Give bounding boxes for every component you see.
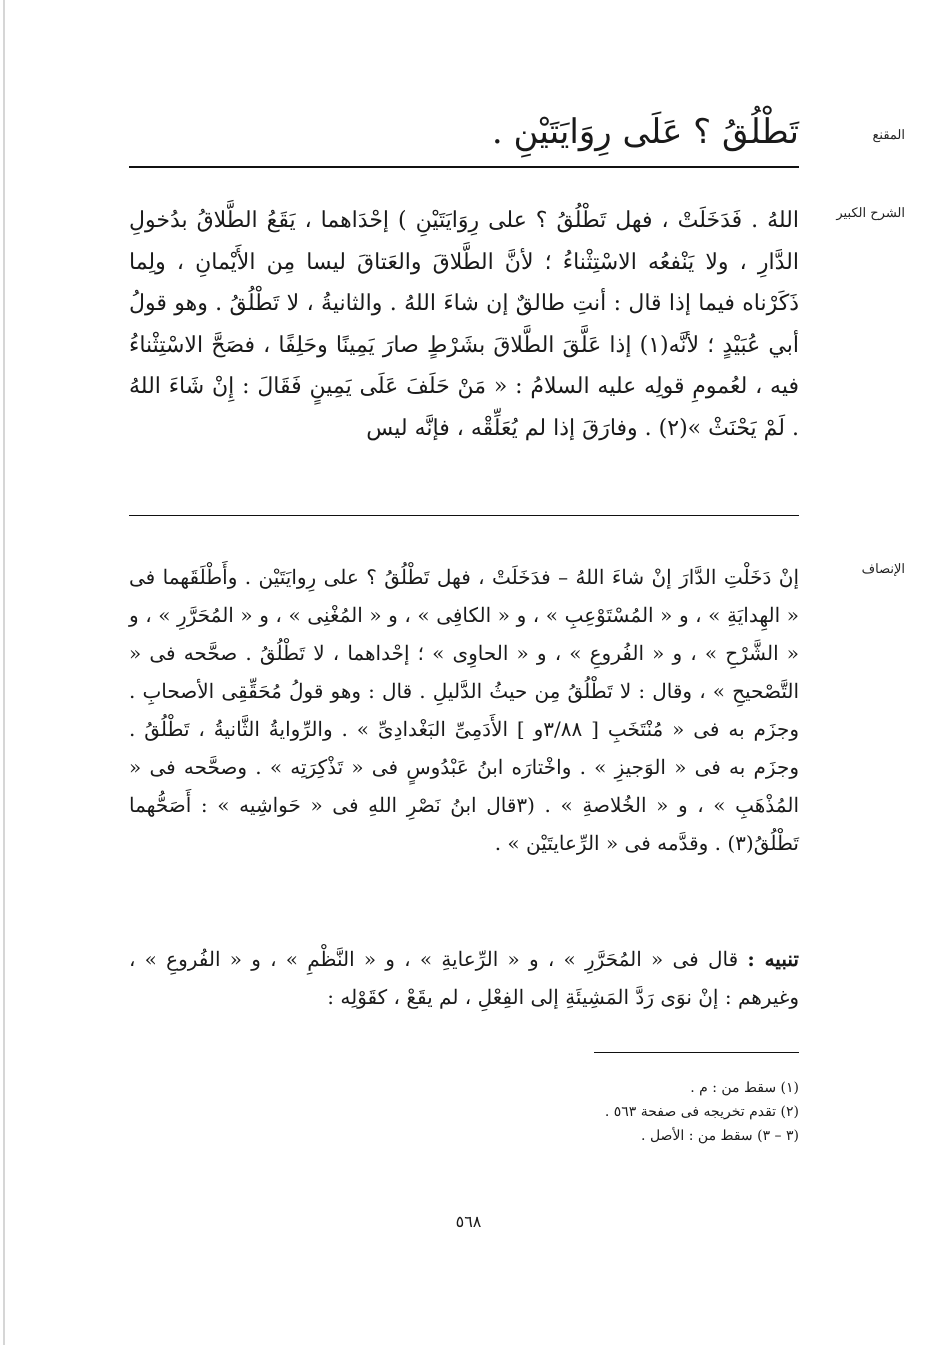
sharh-paragraph: اللهُ . فَدَخَلَتْ ، فهل تَطْلُقُ ؟ على رِوَايَتَيْنِ ) إحْدَاهما ، يَقَعُ الطَّلاقُ بدُخولِ الدَّارِ ، ولا يَنْفعُه الاسْتِثْناءُ ؛ لأنَّ الطَّلاقَ والعَتاقَ ليسا مِن الأَيْمانِ ، ولِما ذَكَرْناه فيما إذا قال : أنتِ طالقٌ إن شاءَ اللهُ . والثانيةُ ، لا تَطْلُقُ . وهو قولُ أبي عُبَيْدٍ ؛ لأنَّه(١) إذا عَلَّقَ الطَّلاقَ بشَرْطٍ صارَ يَمِينًا وحَلِفًا ، فصَحَّ الاسْتِثْناءُ فيه ، لعُمومِ قولِه عليه السلامُ : « مَنْ حَلَفَ عَلَى يَمِينٍ فَقَالَ : إِنْ شَاءَ اللهُ . لَمْ يَحْنَثْ »(٢) . وفارَقَ إذا لم يُعَلِّقْه ، فإنَّه ليس (129, 208, 800, 441)
insaf-text (129, 558, 799, 862)
insaf-paragraph: إنْ دَخَلْتِ الدَّارَ إنْ شاءَ اللهُ – فدَخَلَتْ ، فهل تَطْلُقُ ؟ على رِوايَتَيْن . وأَطْلَقَهما فى « الهِدايَةِ » ، و « المُسْتَوْعِبِ » ، و « الكافِى » ، و « المُغْنِى » ، و « المُحَرَّرِ » ، و « الشَّرْحِ » ، و « الفُروعِ » ، و « الحاوِى » ؛ إحْداهما ، لا تَطْلُقُ . صحَّحه فى « التَّصْحيحِ » ، وقال : لا تَطْلُقُ مِن حيثُ الدَّليلِ . قال : وهو قولُ مُحَقِّقِى الأصحابِ . وجزَم به فى « مُنْتَخَبِ [ ٣/٨٨و ] الأَدَمِىِّ البَغْدادِىِّ » . والرِّوايةُ الثَّانيةُ ، تَطْلُقُ . وجزَم به فى « الوَجيزِ » . واخْتارَه ابنُ عَبْدُوسٍ فى « تَذْكِرَتِه » . وصحَّحه فى « المُذْهَبِ » ، و « الخُلاصةِ » . (٣قال ابنُ نَصْرِ اللهِ فى « حَواشِيه » : أَصَحُّهما تَطْلُقُ(٣) . وقدَّمه فى « الرِّعايتَيْن » . (129, 565, 799, 855)
footnote-3: (٣ – ٣) سقط من : الأصل . (641, 1128, 799, 1144)
page-number: ٥٦٨ (455, 1212, 482, 1231)
sharh-text (129, 200, 799, 449)
footnotes (129, 1076, 799, 1148)
muqni-paragraph: تَطْلُقُ ؟ عَلَى رِوَايَتَيْنِ . (491, 112, 799, 152)
tanbih-body: قال فى « المُحَرَّرِ » ، و « الرِّعايةِ » ، و « النَّظْمِ » ، و « الفُروعِ » ، وغيرهم : إنْ نوَى رَدَّ المَشِيئَةِ إلى الفِعْلِ ، لم يقَعْ ، كقَوْلِه : (129, 947, 799, 1009)
tanbih-paragraph (129, 940, 799, 1016)
label-muqni: المقنع (872, 128, 905, 143)
label-sharh: الشرح الكبير (836, 206, 905, 221)
section-divider-top (129, 166, 799, 168)
section-divider-middle (129, 515, 799, 516)
footnote-2: (٢) تقدم تخريجه فى صفحة ٥٦٣ . (604, 1104, 799, 1120)
muqni-text (129, 108, 799, 156)
footnote-1: (١) سقط من : م . (690, 1080, 799, 1096)
tanbih-lead: تنبيه : (747, 947, 799, 971)
scan-edge (3, 0, 5, 1345)
footnote-divider (594, 1052, 799, 1053)
tanbih-text (129, 940, 799, 1016)
label-insaf: الإنصاف (861, 562, 905, 577)
